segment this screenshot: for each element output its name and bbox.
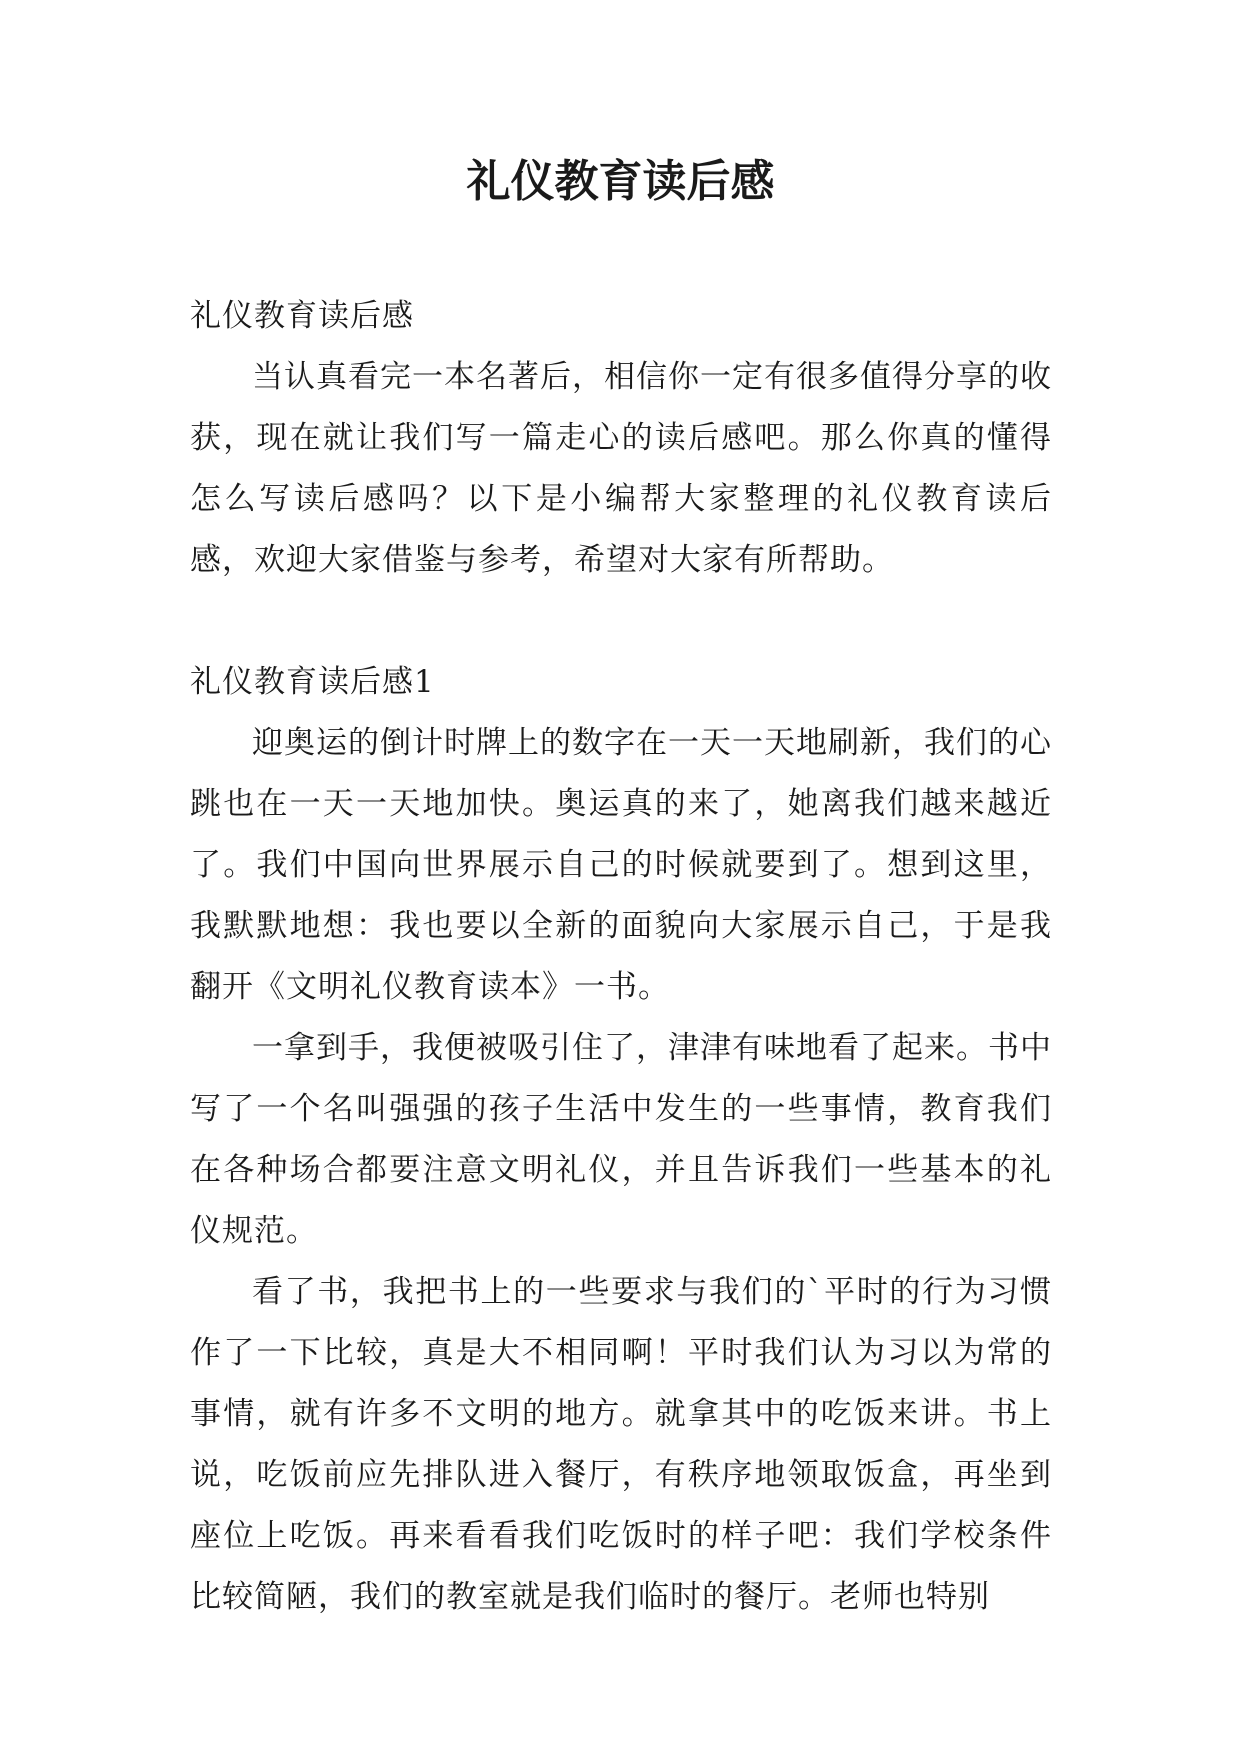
section-spacer xyxy=(190,591,1052,652)
intro-paragraph: 当认真看完一本名著后，相信你一定有很多值得分享的收获，现在就让我们写一篇走心的读后感吧。那么你真的懂得怎么写读后感吗？以下是小编帮大家整理的礼仪教育读后感，欢迎大家借鉴与参考，希望对大家有所帮助。 xyxy=(190,359,1052,578)
document-title: 礼仪教育读后感 xyxy=(466,156,775,207)
document-body xyxy=(190,286,1052,1628)
section-1-paragraph-2: 一拿到手，我便被吸引住了，津津有味地看了起来。书中写了一个名叫强强的孩子生活中发生的一些事情，教育我们在各种场合都要注意文明礼仪，并且告诉我们一些基本的礼仪规范。 xyxy=(190,1030,1052,1249)
section-1-paragraph-3: 看了书，我把书上的一些要求与我们的`平时的行为习惯作了一下比较，真是大不相同啊！平时我们认为习以为常的事情，就有许多不文明的地方。就拿其中的吃饭来讲。书上说，吃饭前应先排队进入餐厅，有秩序地领取饭盒，再坐到座位上吃饭。再来看看我们吃饭时的样子吧：我们学校条件比较简陋，我们的教室就是我们临时的餐厅。老师也特别 xyxy=(190,1274,1052,1615)
section-1-paragraph-1: 迎奥运的倒计时牌上的数字在一天一天地刷新，我们的心跳也在一天一天地加快。奥运真的来了，她离我们越来越近了。我们中国向世界展示自己的时候就要到了。想到这里，我默默地想：我也要以全新的面貌向大家展示自己，于是我翻开《文明礼仪教育读本》一书。 xyxy=(190,725,1052,1005)
intro-heading: 礼仪教育读后感 xyxy=(190,298,414,334)
section-1-heading: 礼仪教育读后感1 xyxy=(190,664,435,700)
